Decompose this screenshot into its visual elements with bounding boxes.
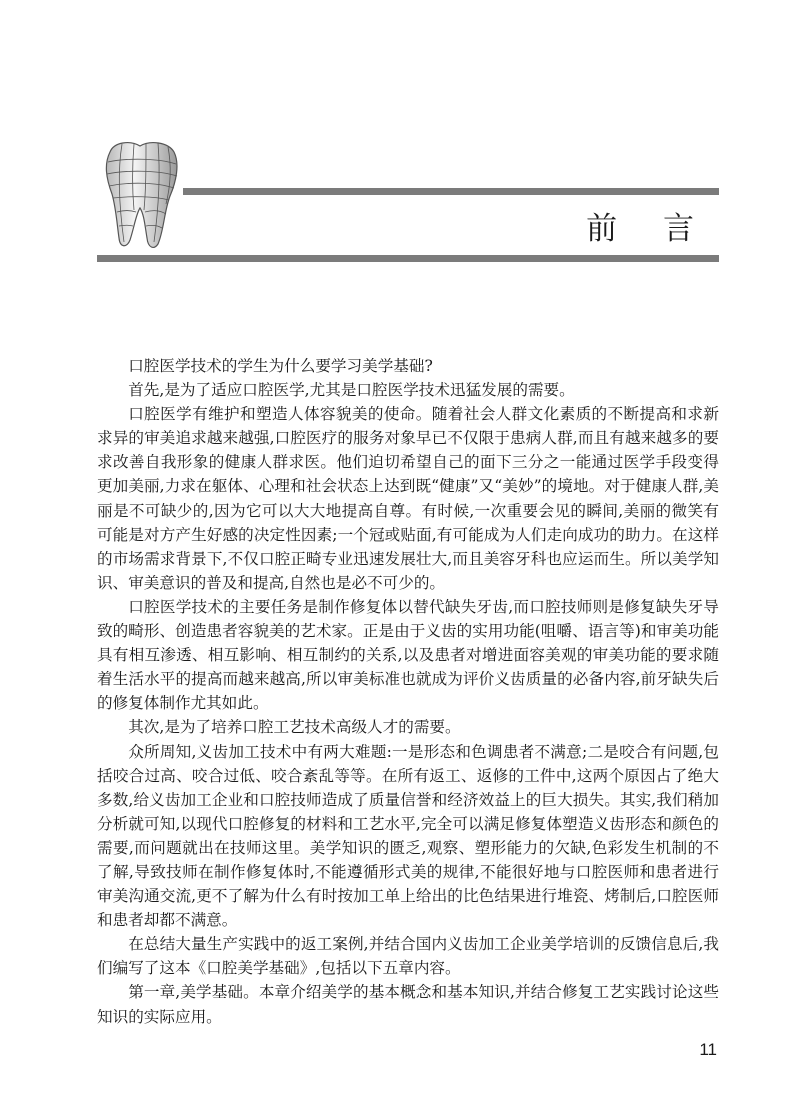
tooth-icon [100,138,182,250]
paragraph: 众所周知,义齿加工技术中有两大难题:一是形态和色调患者不满意;二是咬合有问题,包括咬合过高、咬合过低、咬合紊乱等等。在所有返工、返修的工件中,这两个原因占了绝大多数,给义齿加工企业和口腔技师造成了质量信誉和经济效益上的巨大损失。其实,我们稍加分析就可知,以现代口腔修复的材料和工艺水平,完全可以满足修复体塑造义齿形态和颜色的需要,而问题就出在技师这里。美学知识的匮乏,观察、塑形能力的欠缺,色彩发生机制的不了解,导致技师在制作修复体时,不能遵循形式美的规律,不能很好地与口腔医师和患者进行审美沟通交流,更不了解为什么有时按加工单上给出的比色结果进行堆瓷、烤制后,口腔医师和患者却都不满意。 [97,742,719,930]
header-rule-bottom [97,255,719,262]
paragraph: 口腔医学技术的主要任务是制作修复体以替代缺失牙齿,而口腔技师则是修复缺失牙导致的畸形、创造患者容貌美的艺术家。正是由于义齿的实用功能(咀嚼、语言等)和审美功能具有相互渗透、相互影响、相互制约的关系,以及患者对增进面容美观的审美功能的要求随着生活水平的提高而越来越高,所以审美标准也就成为评价义齿质量的必备内容,前牙缺失后的修复体制作尤其如此。 [97,597,719,713]
body-text [97,354,719,1029]
paragraph: 口腔医学技术的学生为什么要学习美学基础? [128,357,433,375]
paragraph: 口腔医学有维护和塑造人体容貌美的使命。随着社会人群文化素质的不断提高和求新求异的审美追求越来越强,口腔医疗的服务对象早已不仅限于患病人群,而且有越来越多的要求改善自我形象的健康人群求医。他们迫切希望自己的面下三分之一能通过医学手段变得更加美丽,力求在躯体、心理和社会状态上达到既“健康”又“美妙”的境地。对于健康人群,美丽是不可缺少的,因为它可以大大地提高自尊。有时候,一次重要会见的瞬间,美丽的微笑有可能是对方产生好感的决定性因素;一个冠或贴面,有可能成为人们走向成功的助力。在这样的市场需求背景下,不仅口腔正畸专业迅速发展壮大,而且美容牙科也应运而生。所以美学知识、审美意识的普及和提高,自然也是必不可少的。 [97,405,719,592]
paragraph: 首先,是为了适应口腔医学,尤其是口腔医学技术迅猛发展的需要。 [128,381,575,400]
paragraph: 第一章,美学基础。本章介绍美学的基本概念和基本知识,并结合修复工艺实践讨论这些知识的实际应用。 [97,983,719,1026]
paragraph: 其次,是为了培养口腔工艺技术高级人才的需要。 [128,718,461,737]
header-rule-top [183,188,719,195]
page-title: 前 言 [586,211,712,247]
paragraph: 在总结大量生产实践中的返工案例,并结合国内义齿加工企业美学培训的反馈信息后,我们编写了这本《口腔美学基础》,包括以下五章内容。 [97,935,719,978]
chapter-header [0,0,800,270]
page-number: 11 [699,1040,717,1059]
